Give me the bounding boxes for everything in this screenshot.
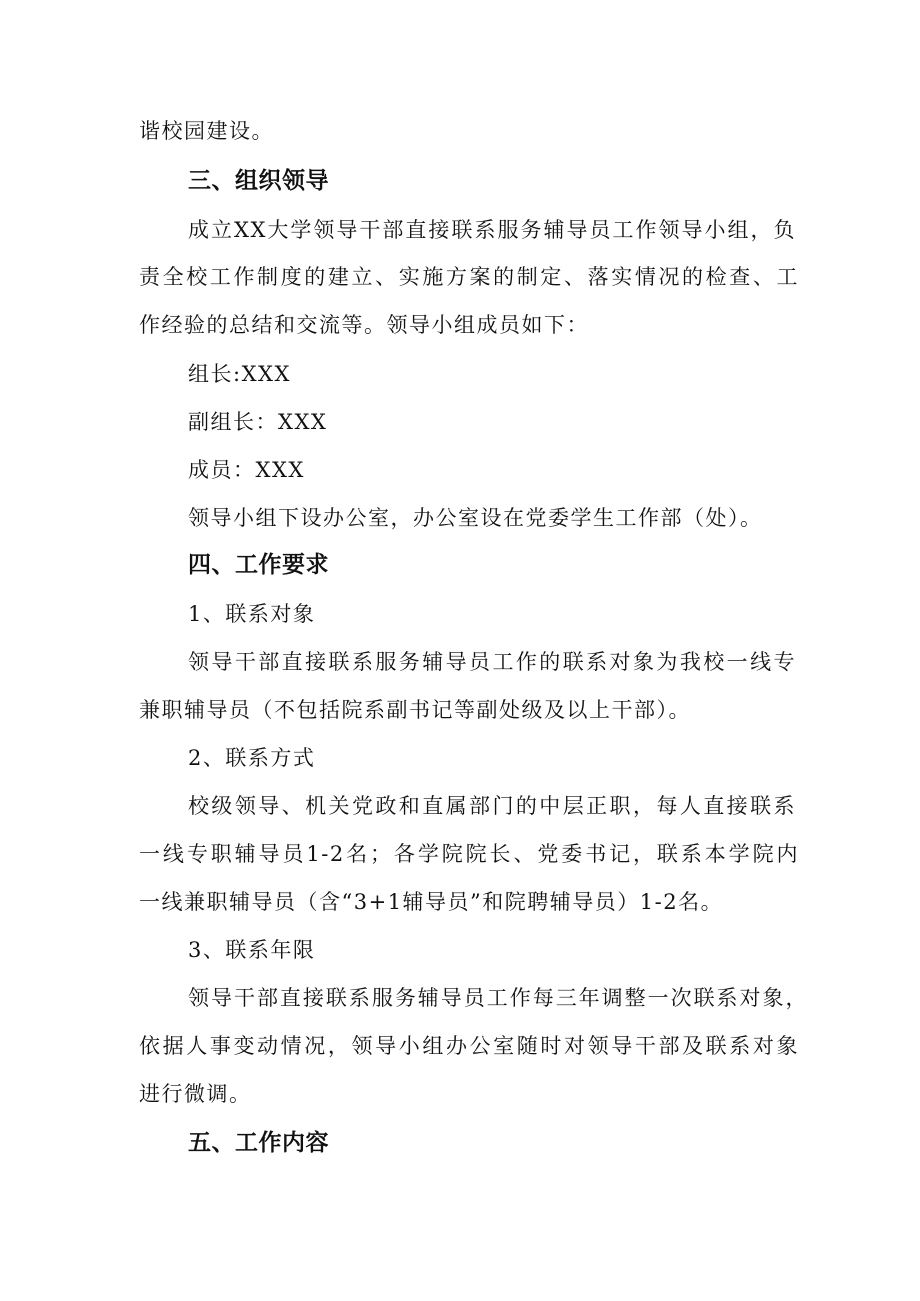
paragraph-line: 一线兼职辅导员（含“3+1辅导员”和院聘辅导员）1-2名。 [139,890,724,914]
subsection-heading: 3、联系年限 [188,938,316,962]
paragraph-line: 领导干部直接联系服务辅导员工作的联系对象为我校一线专 [188,650,796,674]
member-list: 成员：XXX [188,458,305,482]
section-heading-3: 三、组织领导 [188,168,329,194]
paragraph-line: 校级领导、机关党政和直属部门的中层正职，每人直接联系 [188,794,796,818]
paragraph-line: 领导小组下设办公室，办公室设在党委学生工作部（处）。 [188,506,763,530]
section-heading-4: 四、工作要求 [188,552,329,578]
paragraph-continuation: 谐校园建设。 [139,119,274,143]
paragraph-line: 领导干部直接联系服务辅导员工作每三年调整一次联系对象， [188,986,808,1010]
subsection-heading: 1、联系对象 [188,602,316,626]
member-leader: 组长:XXX [188,362,291,386]
paragraph-line: 责全校工作制度的建立、实施方案的制定、落实情况的检查、工 [139,265,799,289]
paragraph-line: 作经验的总结和交流等。领导小组成员如下： [139,313,589,337]
subsection-heading: 2、联系方式 [188,746,316,770]
section-heading-5: 五、工作内容 [188,1130,329,1156]
paragraph-line: 依据人事变动情况，领导小组办公室随时对领导干部及联系对象 [139,1034,799,1058]
paragraph-line: 一线专职辅导员1-2名；各学院院长、党委书记，联系本学院内 [139,842,799,866]
paragraph-line: 成立XX大学领导干部直接联系服务辅导员工作领导小组，负 [188,218,796,242]
paragraph-line: 进行微调。 [139,1082,252,1106]
member-deputy-leader: 副组长：XXX [188,410,328,434]
paragraph-line: 兼职辅导员（不包括院系副书记等副处级及以上干部）。 [139,698,691,722]
